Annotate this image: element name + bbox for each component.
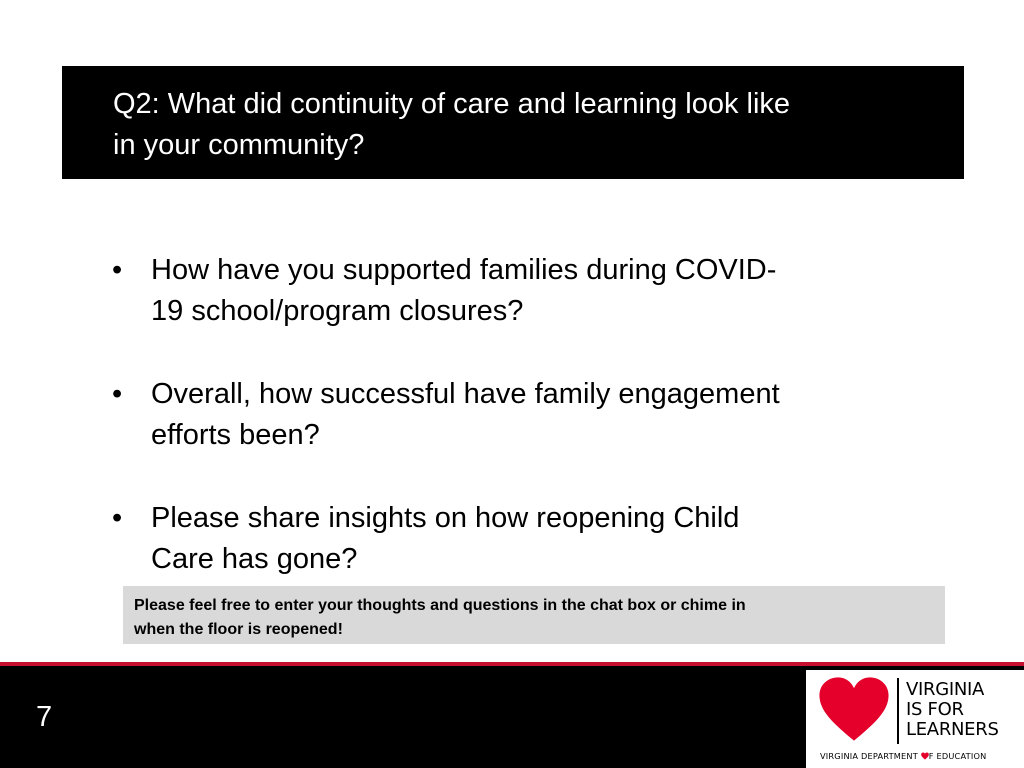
bullet-text-line-1: Overall, how successful have family engagement xyxy=(151,378,780,410)
logo-word-is-for: IS FOR xyxy=(906,699,964,720)
chat-note-line-2: when the floor is reopened! xyxy=(134,621,343,638)
bullet-text-line-2: Care has gone? xyxy=(151,543,358,575)
bullet-item xyxy=(112,250,912,332)
title-bar xyxy=(62,66,964,179)
logo-department-text xyxy=(820,750,1024,762)
slide-title xyxy=(113,84,924,166)
logo-word-learners: LEARNERS xyxy=(906,719,999,740)
bullet-item xyxy=(112,374,912,456)
slide-title-line-2: in your community? xyxy=(113,129,365,161)
bullet-list xyxy=(112,250,912,622)
logo-divider xyxy=(897,678,899,744)
slide-title-line-1: Q2: What did continuity of care and learning look like xyxy=(113,88,791,120)
heart-icon xyxy=(818,674,890,744)
bullet-marker: • xyxy=(112,502,123,534)
chat-note-box xyxy=(123,586,945,644)
logo-dept-after: F EDUCATION xyxy=(928,751,987,761)
logo-word-virginia: VIRGINIA xyxy=(906,679,985,700)
bullet-item xyxy=(112,498,912,580)
footer-bar xyxy=(0,666,1024,768)
bullet-marker: • xyxy=(112,378,123,410)
virginia-is-for-learners-logo xyxy=(806,670,1024,768)
logo-dept-before: VIRGINIA DEPARTMENT xyxy=(820,751,921,761)
chat-note-line-1: Please feel free to enter your thoughts and questions in the chat box or chime in xyxy=(134,597,746,614)
page-number: 7 xyxy=(36,701,53,733)
bullet-text-line-2: efforts been? xyxy=(151,419,320,451)
mini-heart-icon xyxy=(921,752,929,760)
bullet-text-line-1: How have you supported families during COVID- xyxy=(151,254,777,286)
bullet-text-line-2: 19 school/program closures? xyxy=(151,295,524,327)
chat-note-text xyxy=(134,594,935,642)
bullet-text-line-1: Please share insights on how reopening Child xyxy=(151,502,740,534)
logo-wordmark xyxy=(906,680,1022,740)
bullet-marker: • xyxy=(112,254,123,286)
